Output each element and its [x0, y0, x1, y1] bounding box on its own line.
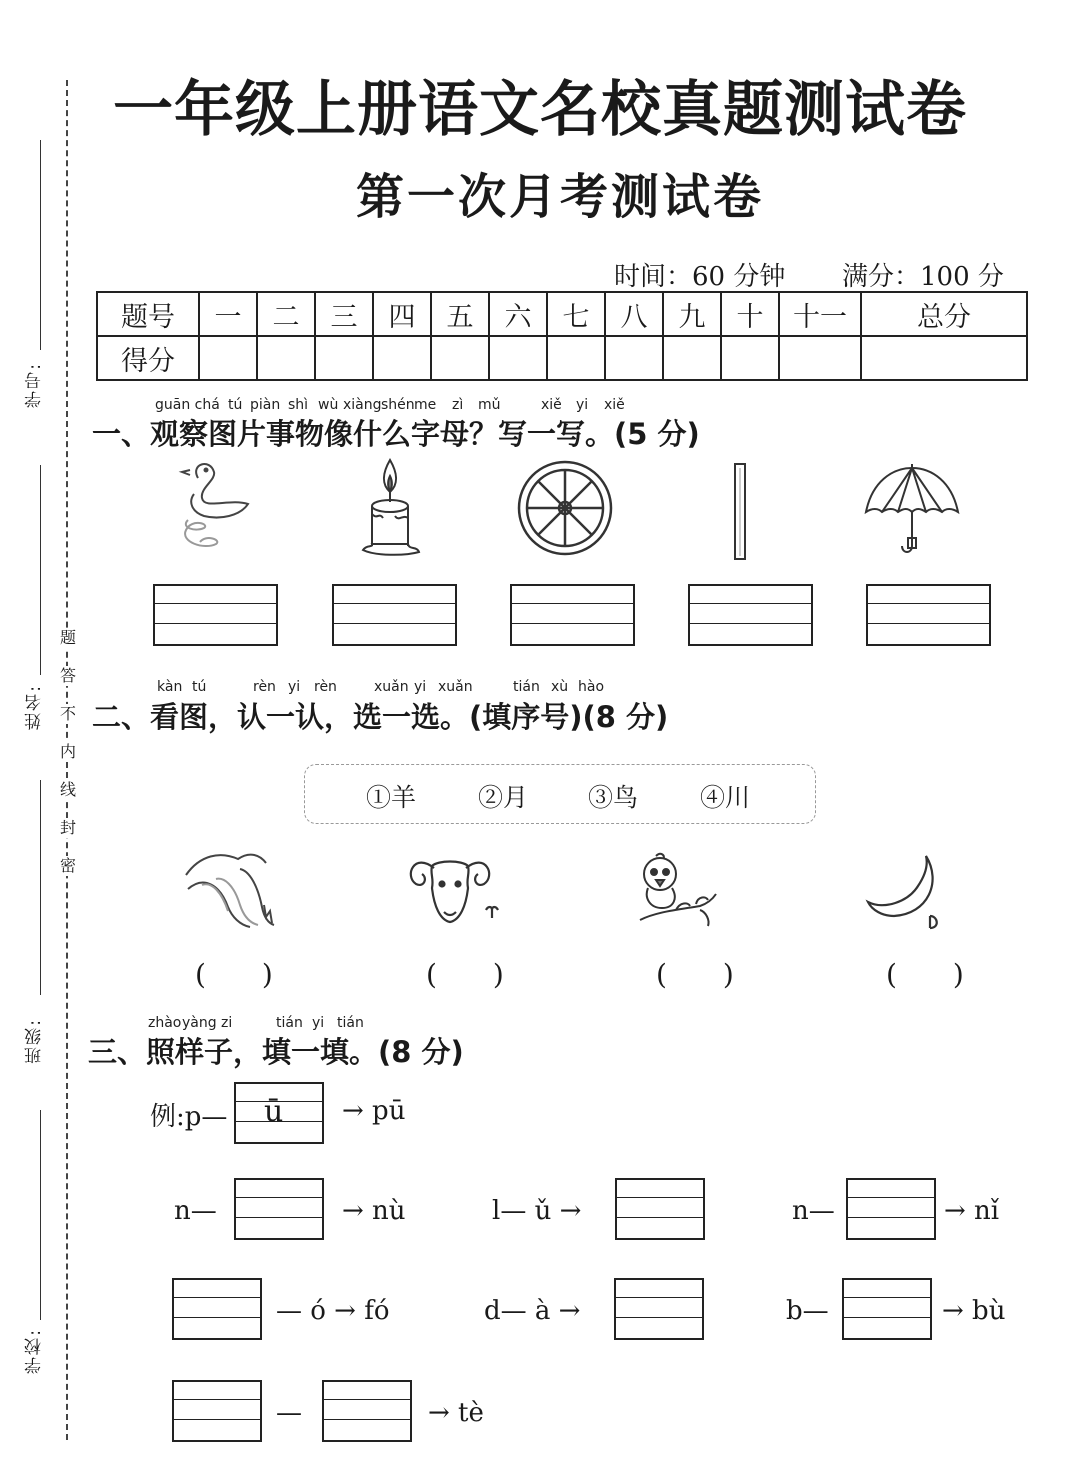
score-row-label: 得分 — [97, 336, 199, 380]
pinyin: rèn — [314, 679, 337, 695]
class-label: 班级: — [25, 1018, 45, 1064]
option-1: ①羊 — [366, 783, 417, 812]
score-col: 四 — [373, 292, 431, 336]
answer-paren[interactable]: ( ) — [886, 958, 964, 991]
score-col: 七 — [547, 292, 605, 336]
score-cell[interactable] — [489, 336, 547, 380]
page-subtitle: 第一次月考测试卷 — [355, 169, 764, 225]
pinyin: hào — [578, 679, 605, 695]
answer-box[interactable] — [615, 1178, 705, 1240]
pinyin: xuǎn — [438, 679, 473, 695]
stick-icon — [730, 462, 750, 562]
page-title: 一年级上册语文名校真题测试卷 — [113, 75, 967, 145]
pinyin: yàng — [182, 1015, 217, 1031]
score-header-label: 题号 — [97, 292, 199, 336]
seal-char: 答 — [60, 666, 77, 685]
pinyin: zì — [452, 397, 464, 413]
section2-heading: 二、看图，认一认，选一选。(填序号)(8 分) — [92, 700, 669, 734]
row1-result: → nù — [342, 1196, 406, 1226]
pinyin: me — [414, 397, 437, 413]
pinyin: rèn — [253, 679, 276, 695]
pinyin: yi — [414, 679, 427, 695]
seal-char: 题 — [60, 628, 77, 647]
pinyin: yi — [288, 679, 301, 695]
row3-result: → tè — [428, 1398, 484, 1428]
score-cell[interactable] — [605, 336, 663, 380]
score-cell[interactable] — [315, 336, 373, 380]
name-label: 姓名: — [25, 684, 45, 730]
answer-box[interactable] — [842, 1278, 932, 1340]
seal-char: 内 — [60, 742, 77, 761]
school-label: 学校: — [25, 1328, 45, 1374]
row2-prefix: b— — [786, 1296, 829, 1326]
score-cell[interactable] — [373, 336, 431, 380]
option-3: ③鸟 — [588, 783, 639, 812]
row2-result: — ó → fó — [276, 1296, 390, 1326]
pinyin: zi — [221, 1015, 233, 1031]
pinyin: xiàng — [343, 397, 382, 413]
full-score-info: 满分：100 分 — [842, 262, 1004, 292]
score-cell[interactable] — [431, 336, 489, 380]
time-info: 时间：60 分钟 — [614, 262, 786, 292]
example-box-value: ū — [264, 1094, 284, 1129]
pinyin: mǔ — [478, 397, 501, 413]
bird-icon — [636, 850, 722, 932]
row1-prefix: n— — [792, 1196, 835, 1226]
answer-paren[interactable]: ( ) — [195, 958, 273, 991]
writing-box[interactable] — [688, 584, 813, 646]
row2-prefix: d— à → — [484, 1296, 581, 1326]
writing-box[interactable] — [510, 584, 635, 646]
pinyin: guān chá — [155, 397, 220, 413]
score-cell[interactable] — [547, 336, 605, 380]
wheel-icon — [515, 458, 615, 558]
option-2: ②月 — [478, 783, 529, 812]
score-total-cell[interactable] — [861, 336, 1027, 380]
row3-dash: — — [276, 1398, 302, 1428]
score-col: 三 — [315, 292, 373, 336]
pinyin: kàn — [157, 679, 183, 695]
ram-icon — [404, 848, 504, 928]
pinyin: wù — [318, 397, 339, 413]
row1-prefix: l— ǔ → — [492, 1196, 582, 1226]
moon-icon — [864, 852, 944, 932]
river-icon — [180, 845, 280, 930]
student-id-label: 学号: — [25, 362, 45, 408]
pinyin: tián — [337, 1015, 364, 1031]
pinyin: xiě — [604, 397, 625, 413]
pinyin: shì — [288, 397, 309, 413]
pinyin: shén — [381, 397, 415, 413]
writing-box[interactable] — [332, 584, 457, 646]
answer-box[interactable] — [322, 1380, 412, 1442]
score-col: 一 — [199, 292, 257, 336]
score-col: 六 — [489, 292, 547, 336]
candle-icon — [355, 458, 425, 558]
section1-heading: 一、观察图片事物像什么字母？写一写。(5 分) — [92, 417, 700, 451]
score-total-label: 总分 — [861, 292, 1027, 336]
score-col: 五 — [431, 292, 489, 336]
section3-heading: 三、照样子，填一填。(8 分) — [88, 1035, 464, 1069]
score-col: 九 — [663, 292, 721, 336]
score-cell[interactable] — [257, 336, 315, 380]
row1-result: → nǐ — [944, 1196, 1000, 1226]
score-cell[interactable] — [721, 336, 779, 380]
pinyin: yi — [312, 1015, 325, 1031]
umbrella-icon — [862, 462, 962, 558]
writing-box[interactable] — [153, 584, 278, 646]
example-prefix: 例:p— — [150, 1102, 228, 1132]
pinyin: tián — [513, 679, 540, 695]
score-cell[interactable] — [779, 336, 861, 380]
pinyin: tián — [276, 1015, 303, 1031]
score-cell[interactable] — [663, 336, 721, 380]
example-result: → pū — [342, 1096, 406, 1126]
row1-prefix: n— — [174, 1196, 217, 1226]
pinyin: tú — [228, 397, 243, 413]
side-rule — [40, 1110, 41, 1320]
score-col: 八 — [605, 292, 663, 336]
answer-box[interactable] — [172, 1278, 262, 1340]
option-4: ④川 — [700, 783, 751, 812]
answer-box[interactable] — [234, 1178, 324, 1240]
writing-box[interactable] — [866, 584, 991, 646]
pinyin: xuǎn — [374, 679, 409, 695]
side-rule — [40, 780, 41, 995]
row2-result: → bù — [942, 1296, 1006, 1326]
answer-box[interactable] — [846, 1178, 936, 1240]
score-col: 十一 — [779, 292, 861, 336]
seal-char: 不 — [60, 704, 77, 723]
answer-paren[interactable]: ( ) — [426, 958, 504, 991]
score-cell[interactable] — [199, 336, 257, 380]
answer-box[interactable] — [614, 1278, 704, 1340]
score-table — [96, 291, 1028, 381]
answer-box[interactable] — [172, 1380, 262, 1442]
pinyin: xù — [551, 679, 569, 695]
seal-char: 封 — [60, 818, 77, 837]
score-col: 十 — [721, 292, 779, 336]
pinyin: tú — [192, 679, 207, 695]
pinyin: piàn — [250, 397, 281, 413]
pinyin: yi — [576, 397, 589, 413]
seal-char: 密 — [60, 856, 77, 875]
pinyin: zhào — [148, 1015, 182, 1031]
swan-icon — [170, 458, 260, 560]
answer-paren[interactable]: ( ) — [656, 958, 734, 991]
side-rule — [40, 465, 41, 675]
pinyin: xiě — [541, 397, 562, 413]
seal-char: 线 — [60, 780, 77, 799]
score-col: 二 — [257, 292, 315, 336]
